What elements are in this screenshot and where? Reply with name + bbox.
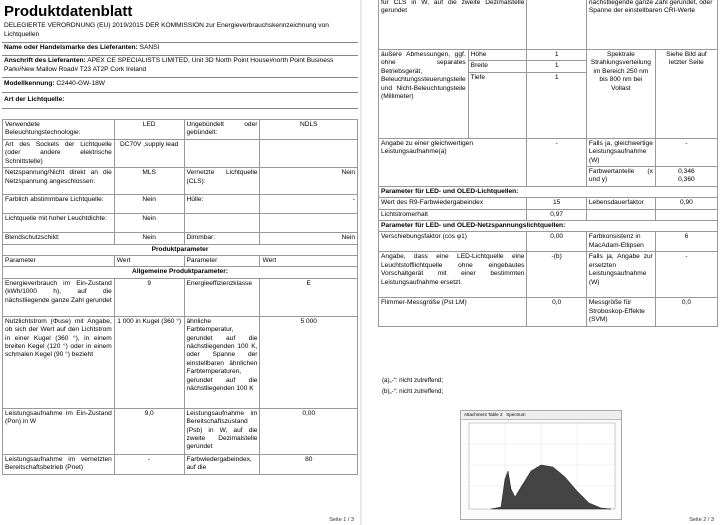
page-title: Produktdatenblatt bbox=[4, 3, 133, 20]
parameters-table-continued bbox=[378, 0, 718, 327]
spectrum-plot bbox=[461, 419, 621, 519]
regulation-subtitle: DELEGIERTE VERORDNUNG (EU) 2019/2015 DER KOMMISSION zur Energieverbrauchskennzeichnung von Lichtquellen bbox=[4, 22, 329, 38]
table-row: Wert des R9-Farbwiedergabeindex 15 Lebensdauerfaktor 0,90 bbox=[379, 198, 718, 209]
table-row: Art des Sockels der Lichtquelle (oder andere elektrische Schnittstelle) DC70V ,supply lead bbox=[3, 140, 358, 168]
general-params-header-row: Allgemeine Produktparameter: bbox=[3, 267, 358, 278]
table-row: Verwendete Beleuchtungstechnologie: LED Ungebündelt oder gebündelt: NDLS bbox=[3, 120, 358, 140]
supplier-name-row: Name oder Handelsmarke des Lieferanten: SANSI bbox=[4, 44, 160, 51]
table-row: Lichtquelle mit hoher Leuchtdichte: Nein bbox=[3, 214, 358, 233]
table-row: Leistungsaufnahme im Ein-Zustand (Pon) in W 9,0 Leistungsaufnahme im Bereitschaftszustand (Psb) in W, auf die zweite Dezimalstelle gerundet 0,00 bbox=[3, 408, 358, 454]
spectrum-tabs: Attachment Table 2 Spectrum bbox=[461, 411, 621, 420]
table-row: Verschiebungsfaktor (cos φ1) 0,00 Farbkonsistenz in MacAdam-Ellipsen 6 bbox=[379, 232, 718, 252]
table-row: für CLS in W, auf die zweite Dezimalstelle gerundet nächstliegende ganze Zahl gerundet, oder Spanne der einstellbaren CRI-Werte bbox=[379, 0, 718, 50]
footnote-a: (a)„-“: nicht zutreffend; bbox=[382, 377, 444, 384]
column-header-row: Parameter Wert Parameter Wert bbox=[3, 256, 358, 267]
footnote-b: (b)„-“: nicht zutreffend; bbox=[382, 388, 444, 395]
table-row: Flimmer-Messgröße (Pst LM) 0,0 Messgröße für Stroboskop-Effekte (SVM) 0,0 bbox=[379, 298, 718, 326]
table-row: Tiefe 1 bbox=[379, 72, 718, 138]
light-source-type-table bbox=[2, 119, 358, 475]
table-row: Leistungsaufnahme im vernetzten Bereitschaftsbetrieb (Pnet) - Farbwiedergabeindex, auf die 80 bbox=[3, 454, 358, 474]
table-row: äußere Abmessungen, ggf. ohne separates Betriebsgerät, Beleuchtungssteuerungsteile und Nicht-Beleuchtungsteile (Millimeter) Höhe 1 Spektrale Strahlungsverteilung im Bereich 250 nm bis 800 nm bei Vollast Siehe Bild auf letzter Seite bbox=[379, 50, 718, 61]
model-row: Modellkennung: C2440-GW-18W bbox=[4, 80, 106, 87]
product-params-header-row: Produktparameter bbox=[3, 244, 358, 255]
table-row: Breite 1 bbox=[379, 61, 718, 72]
table-row: Angabe zu einer gleichwertigen Leistungsaufnahme(a) - Falls ja, gleichwertige Leistungsaufnahme (W) - bbox=[379, 138, 718, 166]
table-row: Lichtstromerhalt 0,97 bbox=[379, 209, 718, 220]
net-params-header-row: Parameter für LED- und OLED-Netzspannungslichtquellen: bbox=[379, 221, 718, 232]
supplier-address-row: Anschrift des Lieferanten: APEX CE SPECIALISTS LIMITED, Unit 3D North Point House#north Point Business Park#New Mallow Road# T23 AT2P Cork Ireland bbox=[4, 57, 334, 73]
page-number: Seite 2 / 3 bbox=[689, 517, 714, 523]
page-number: Seite 1 / 3 bbox=[329, 517, 354, 523]
table-row: Farbwertanteile (x und y) 0,346 0,360 bbox=[379, 167, 718, 187]
table-row: Netzspannung/Nicht direkt an die Netzspannung angeschlossen: MLS Vernetzte Lichtquelle (CLS): Nein bbox=[3, 168, 358, 195]
table-row: Energieverbrauch im Ein-Zustand (kWh/1000 h), auf die nächstliegende ganze Zahl gerundet 9 Energieeffizienzklasse E bbox=[3, 278, 358, 316]
table-row: Blendschutzschild: Nein Dimmbar: Nein bbox=[3, 233, 358, 244]
table-row: Farblich abstimmbare Lichtquelle: Nein Hülle: - bbox=[3, 195, 358, 214]
table-row: Nutzlichtstrom (Φuse) mit Angabe, ob sich der Wert auf den Lichtstrom in einer Kugel (360 °), in einem breiten Kegel (120 °) oder in einem schmalen Kegel (90 °) bezieht 1 000 in Kugel (360 °) ähnliche Farbtemperatur, gerundet auf die nächstliegenden 100 K, oder Spanne der einstellbaren ähnlichen Farbtemperaturen, gerundet auf die nächstliegenden 100 K 5 000 bbox=[3, 316, 358, 408]
light-source-type-header: Art der Lichtquelle: bbox=[4, 96, 65, 103]
table-row: Angabe, dass eine LED-Lichtquelle eine Leuchtstofflichtquelle ohne eingebautes Vorschaltgerät mit einer bestimmten Leistungsaufnahme ersetzt. -(b) Falls ja, Angabe zur ersetzten Leistungsaufnahme (W) - bbox=[379, 252, 718, 298]
spectrum-image bbox=[460, 410, 622, 520]
led-params-header-row: Parameter für LED- und OLED-Lichtquellen: bbox=[379, 186, 718, 197]
page-2 bbox=[362, 0, 720, 525]
equivalent-power-label: Angabe zu einer gleichwertigen Leistungsaufnahme(a) bbox=[379, 138, 527, 186]
